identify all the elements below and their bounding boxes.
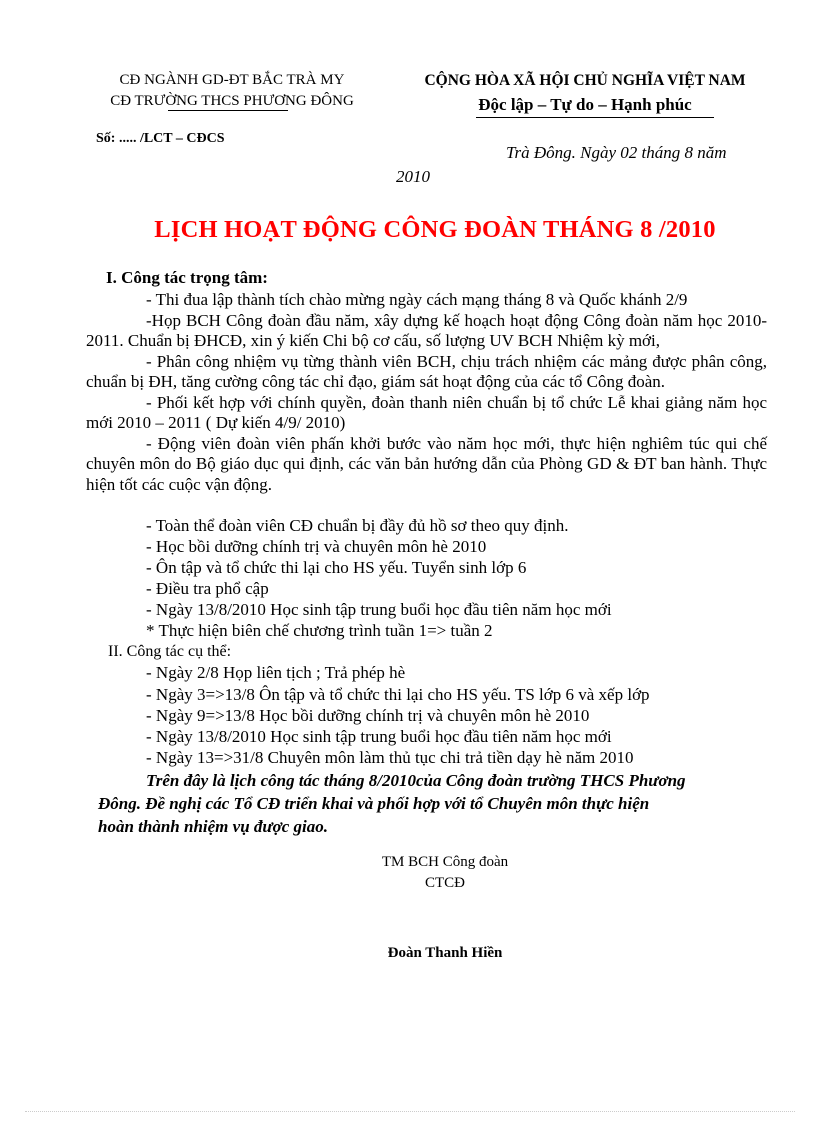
- organization-header: [62, 70, 402, 112]
- closing-line-3: hoàn thành nhiệm vụ được giao.: [98, 817, 328, 836]
- date-line-1: Trà Đông. Ngày 02 tháng 8 năm: [506, 143, 727, 162]
- section-1-item: - Ôn tập và tổ chức thi lại cho HS yếu. Tuyển sinh lớp 6: [146, 558, 527, 577]
- section-2-item: - Ngày 13/8/2010 Học sinh tập trung buổi học đầu tiên năm học mới: [146, 727, 612, 746]
- page-bottom-divider: [25, 1111, 795, 1112]
- section-1-heading: I. Công tác trọng tâm:: [106, 268, 268, 287]
- section-1-item: - Ngày 13/8/2010 Học sinh tập trung buổi học đầu tiên năm học mới: [146, 600, 612, 619]
- nation-line-2: Độc lập – Tự do – Hạnh phúc: [478, 95, 692, 114]
- paragraph-1: - Thi đua lập thành tích chào mừng ngày cách mạng tháng 8 và Quốc khánh 2/9: [146, 290, 688, 309]
- document-number: Số: ..... /LCT – CĐCS: [96, 131, 225, 146]
- motto-underline: [476, 117, 714, 118]
- section-2-item: - Ngày 3=>13/8 Ôn tập và tổ chức thi lại cho HS yếu. TS lớp 6 và xếp lớp: [146, 685, 650, 704]
- page-title: LỊCH HOẠT ĐỘNG CÔNG ĐOÀN THÁNG 8 /2010: [154, 216, 716, 243]
- org-underline: [168, 110, 288, 111]
- signature-name: Đoàn Thanh Hiền: [387, 945, 503, 961]
- section-1-body: [86, 290, 767, 495]
- closing-line-1: Trên đây là lịch công tác tháng 8/2010của Công đoàn trường THCS Phương: [146, 771, 686, 790]
- closing-statement: [98, 769, 768, 838]
- section-1-item: - Điều tra phổ cập: [146, 579, 269, 598]
- paragraph-5: - Động viên đoàn viên phấn khởi bước vào năm học mới, thực hiện nghiêm túc qui chế chuyên môn do Bộ giáo dục qui định, các văn bản hướng dẫn của Phòng GD & ĐT ban hành. Thực hiện tốt các cuộc vận động.: [86, 433, 767, 494]
- date-line-2: 2010: [396, 167, 430, 186]
- org-line-2: CĐ TRƯỜNG THCS PHƯƠNG ĐÔNG: [110, 93, 354, 109]
- national-motto-header: [404, 70, 766, 118]
- section-2-item: - Ngày 13=>31/8 Chuyên môn làm thủ tục chi trả tiền dạy hè năm 2010: [146, 748, 634, 767]
- section-2-item: - Ngày 9=>13/8 Học bồi dưỡng chính trị và chuyên môn hè 2010: [146, 706, 590, 725]
- org-line-1: CĐ NGÀNH GD-ĐT BẮC TRÀ MY: [119, 72, 345, 88]
- section-2-item: - Ngày 2/8 Họp liên tịch ; Trả phép hè: [146, 663, 406, 682]
- paragraph-3: - Phân công nhiệm vụ từng thành viên BCH, chịu trách nhiệm các mảng được phân công, chuẩn bị ĐH, tăng cường công tác chỉ đạo, giám sát hoạt động của các tổ Công đoàn.: [86, 351, 767, 391]
- section-1-item: - Toàn thể đoàn viên CĐ chuẩn bị đầy đủ hồ sơ theo quy định.: [146, 516, 569, 535]
- signature-role-1: TM BCH Công đoàn: [381, 854, 509, 870]
- paragraph-2: -Họp BCH Công đoàn đầu năm, xây dựng kế hoạch hoạt động Công đoàn năm học 2010- 2011. Chuẩn bị ĐHCĐ, xin ý kiến Chi bộ cơ cấu, số lượng UV BCH Nhiệm kỳ mới,: [86, 310, 767, 350]
- section-2-heading: II. Công tác cụ thể:: [108, 643, 232, 660]
- nation-line-1: CỘNG HÒA XÃ HỘI CHỦ NGHĨA VIỆT NAM: [424, 72, 746, 89]
- section-1-item: - Học bồi dưỡng chính trị và chuyên môn hè 2010: [146, 537, 487, 556]
- signature-role-2: CTCĐ: [424, 875, 465, 891]
- closing-line-2: Đông. Đề nghị các Tổ CĐ triển khai và phối hợp với tổ Chuyên môn thực hiện: [98, 794, 650, 813]
- section-1-item: * Thực hiện biên chế chương trình tuần 1=> tuần 2: [146, 621, 493, 640]
- paragraph-4: - Phối kết hợp với chính quyền, đoàn thanh niên chuẩn bị tổ chức Lễ khai giảng năm học mới 2010 – 2011 ( Dự kiến 4/9/ 2010): [86, 392, 767, 432]
